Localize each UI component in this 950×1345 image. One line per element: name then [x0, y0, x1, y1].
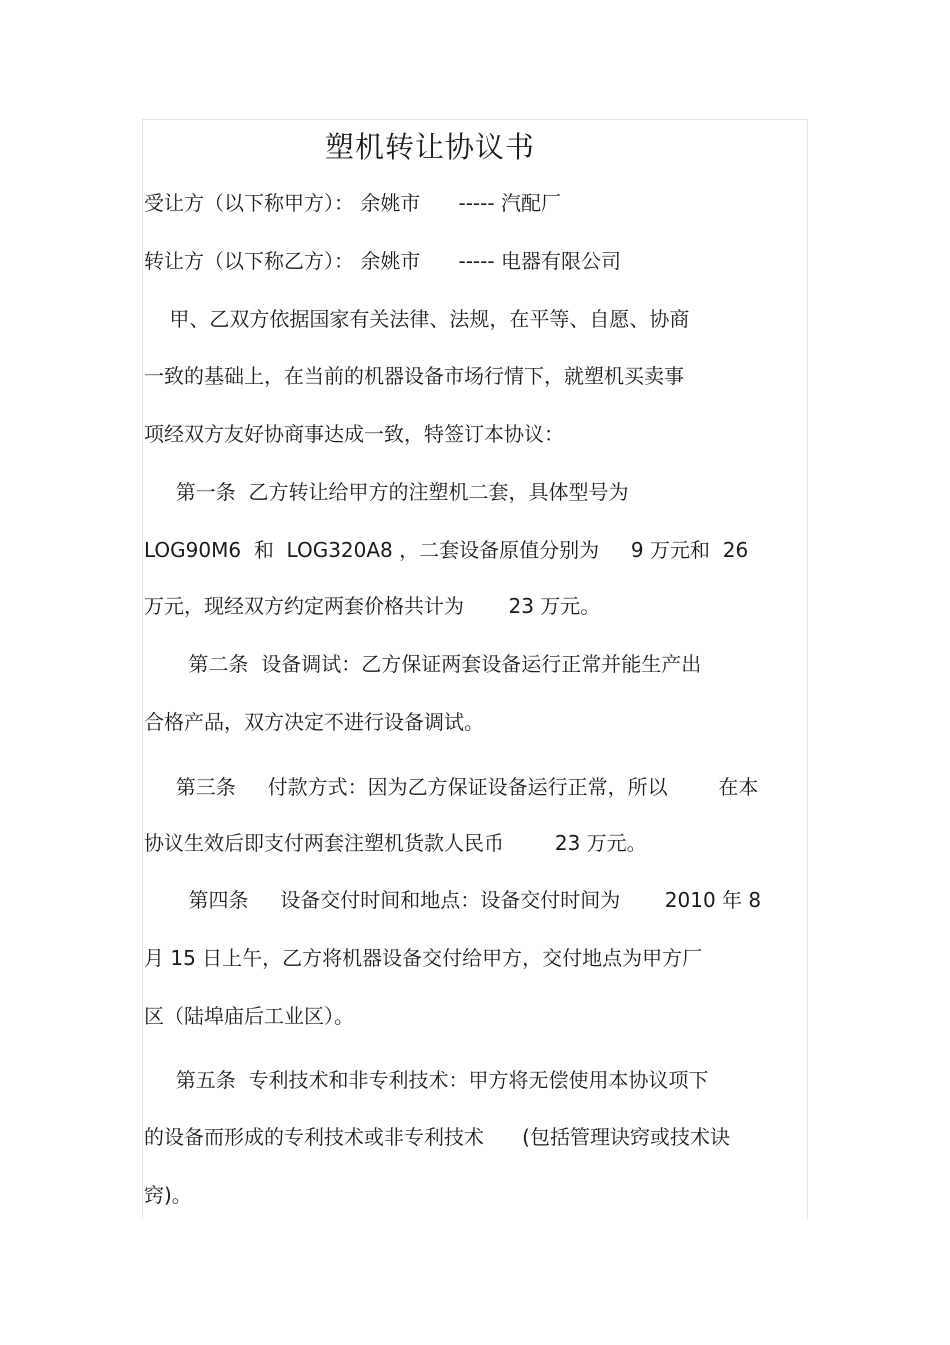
article-4-line-1: 第四条 设备交付时间和地点：设备交付时间为 2010 年 8 [144, 888, 762, 912]
transferor-line: 转让方（以下称乙方）： 余姚市 ----- 电器有限公司 [144, 249, 621, 273]
article-3-line-2: 协议生效后即支付两套注塑机货款人民币 23 万元。 [144, 831, 647, 855]
article-4-line-2: 月 15 日上午，乙方将机器设备交付给甲方，交付地点为甲方厂 [144, 946, 703, 970]
article-5-line-3: 窍)。 [144, 1183, 192, 1207]
article-1-line-2: LOG90M6 和 LOG320A8 ，二套设备原值分别为 9 万元和 26 [144, 538, 749, 562]
article-4-line-3: 区（陆埠庙后工业区）。 [144, 1004, 354, 1028]
article-1-line-1: 第一条 乙方转让给甲方的注塑机二套，具体型号为 [144, 480, 629, 504]
page-border-top [142, 119, 808, 120]
preamble-line-3: 项经双方友好协商事达成一致，特签订本协议： [144, 422, 564, 446]
article-2-line-1: 第二条 设备调试：乙方保证两套设备运行正常并能生产出 [144, 652, 702, 676]
page-border-left [142, 119, 143, 1219]
page-border-right [807, 119, 808, 1219]
article-5-line-2: 的设备而形成的专利技术或非专利技术 (包括管理诀窍或技术诀 [144, 1125, 730, 1149]
document-title: 塑机转让协议书 [324, 130, 535, 164]
preamble-line-1: 甲、乙双方依据国家有关法律、法规，在平等、自愿、协商 [144, 307, 690, 331]
transferee-line: 受让方（以下称甲方）： 余姚市 ----- 汽配厂 [144, 191, 561, 215]
article-5-line-1: 第五条 专利技术和非专利技术：甲方将无偿使用本协议项下 [144, 1068, 709, 1092]
article-3-line-1: 第三条 付款方式：因为乙方保证设备运行正常，所以 在本 [144, 775, 759, 799]
article-2-line-2: 合格产品，双方决定不进行设备调试。 [144, 710, 484, 734]
preamble-line-2: 一致的基础上，在当前的机器设备市场行情下，就塑机买卖事 [144, 364, 684, 388]
article-1-line-3: 万元，现经双方约定两套价格共计为 23 万元。 [144, 594, 601, 618]
